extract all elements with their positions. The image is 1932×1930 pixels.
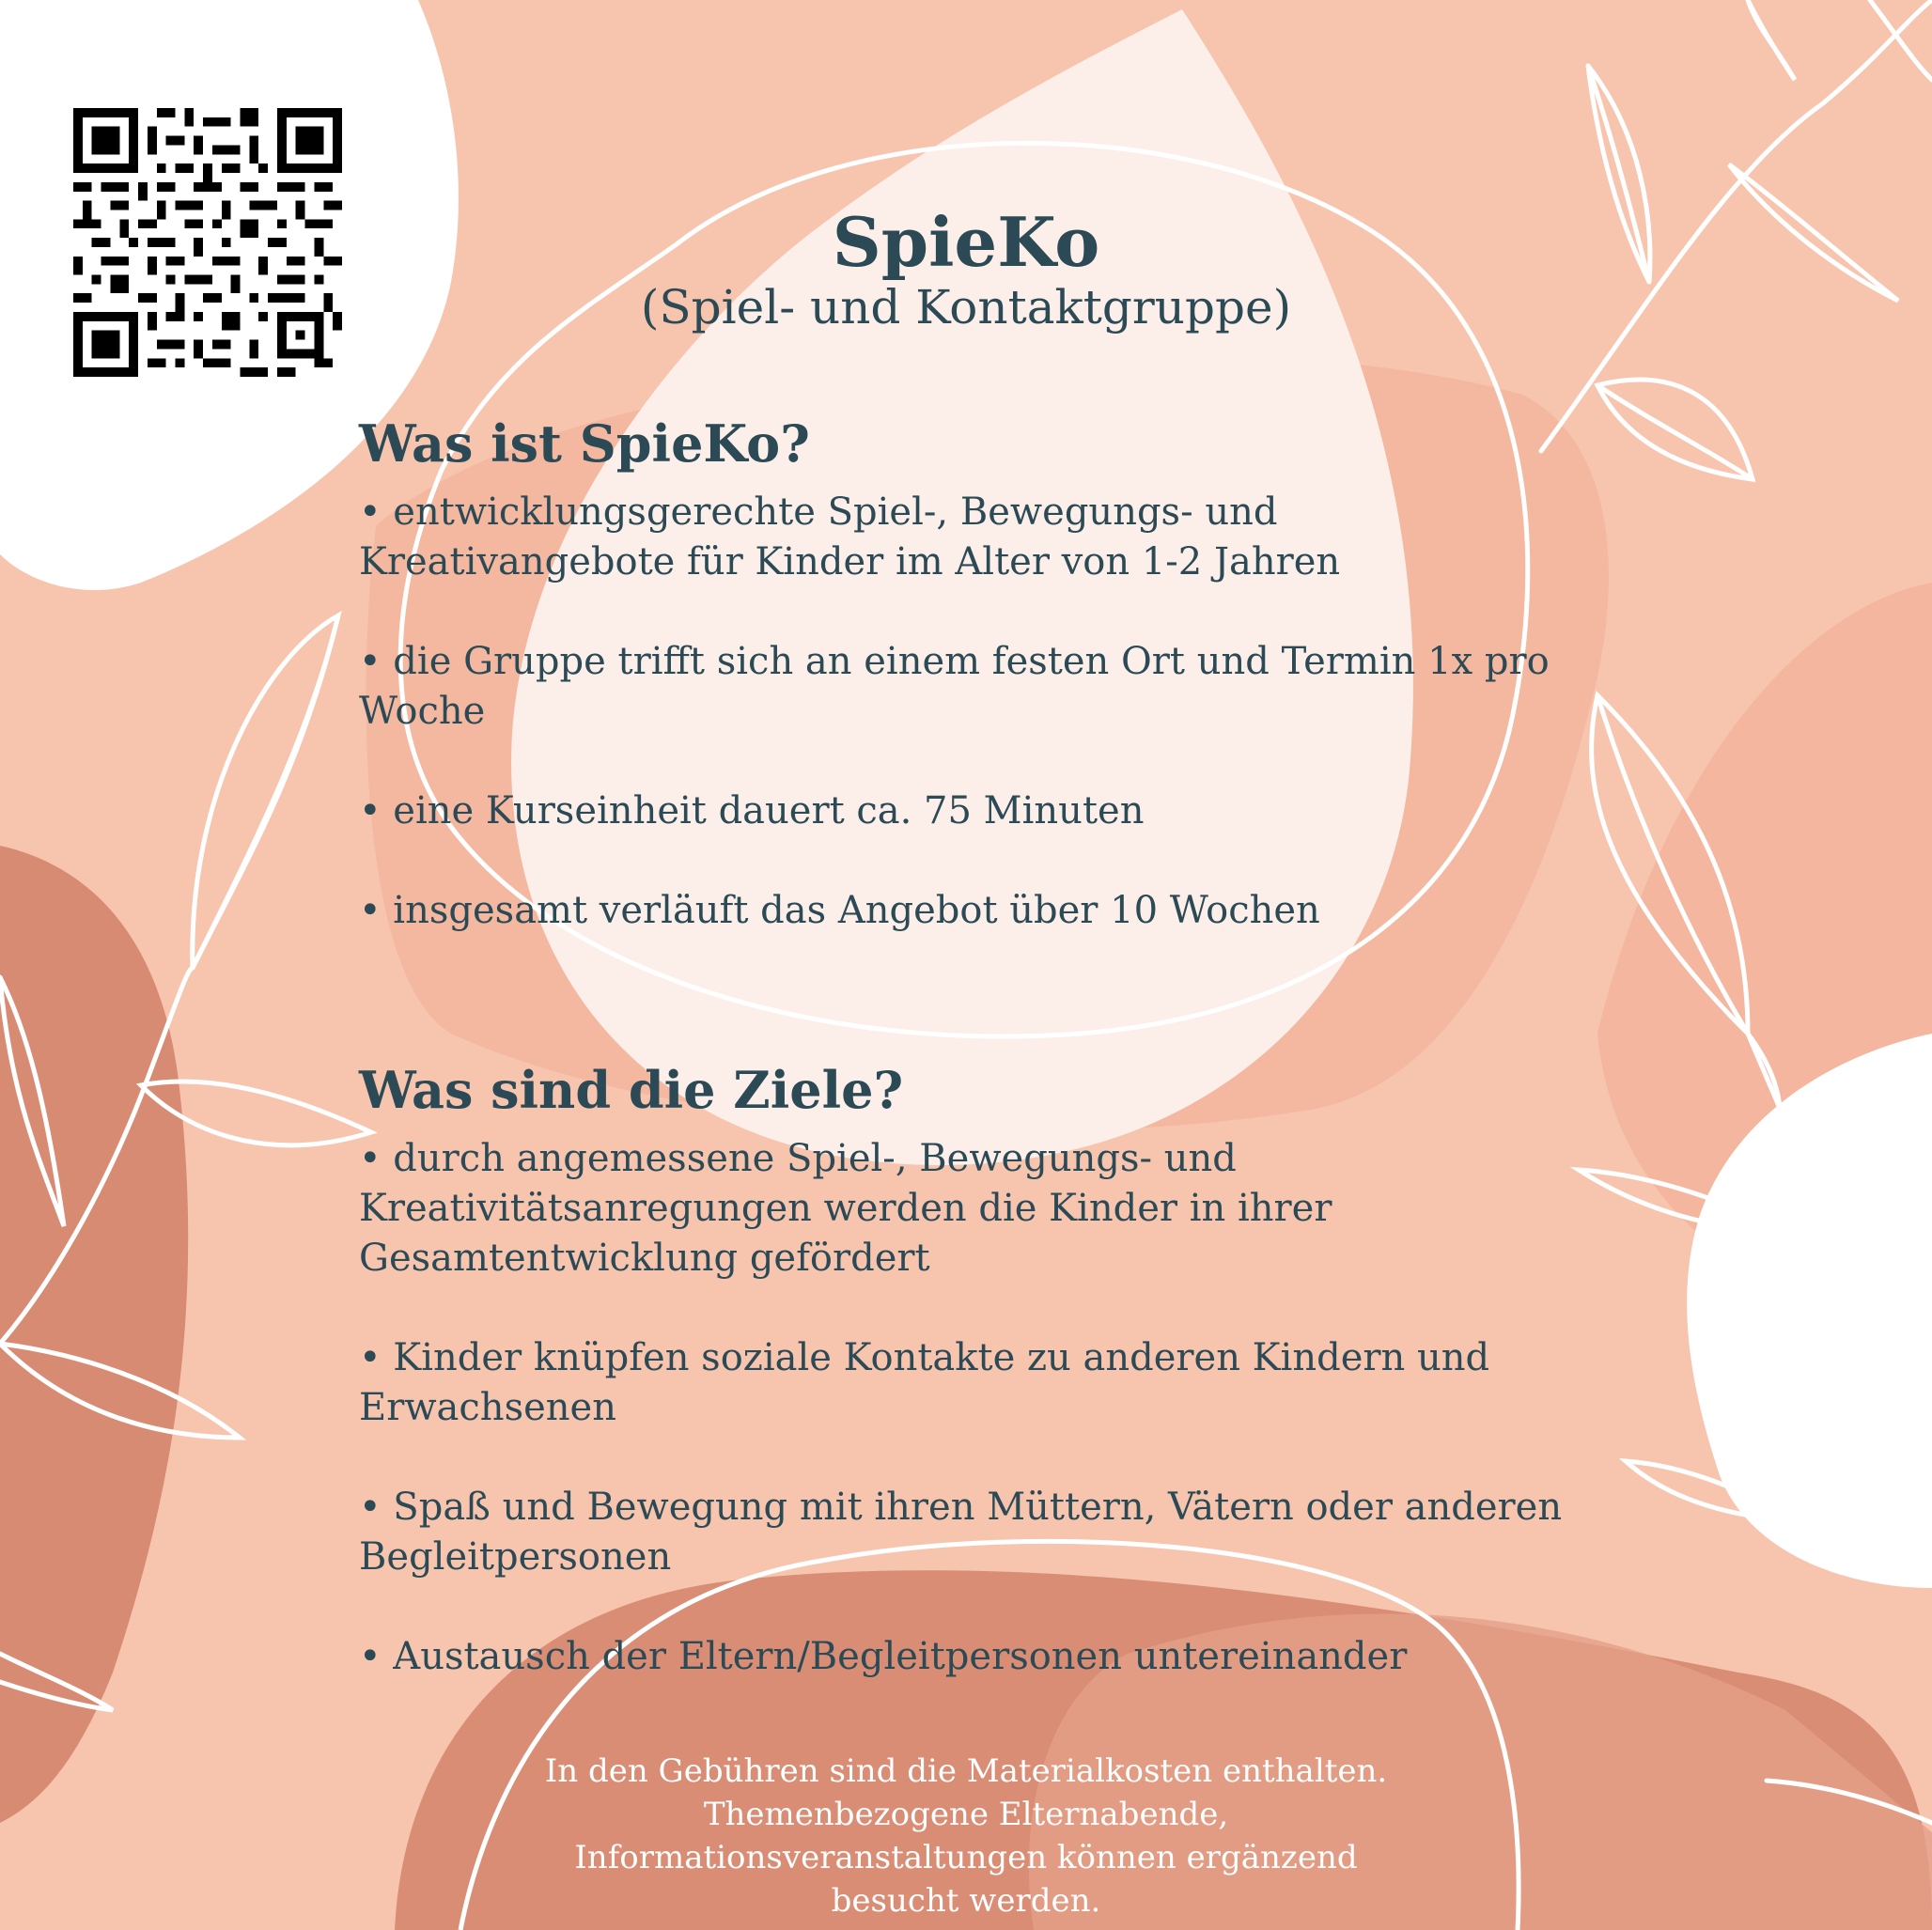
footer-line: Themenbezogene Elternabende, (703, 1796, 1229, 1833)
footer-note (496, 1750, 1436, 1922)
list-item: • durch angemessene Spiel-, Bewegungs- und Kreativitätsanregungen werden die Kinder in ihrer Gesamtentwicklung gefördert (359, 1136, 1332, 1280)
list-item: • die Gruppe trifft sich an einem festen Ort und Termin 1x pro Woche (359, 639, 1550, 733)
footer-line: In den Gebühren sind die Materialkosten enthalten. (544, 1752, 1388, 1790)
section-goals (359, 1060, 1599, 1732)
section-heading: Was ist SpieKo? (359, 413, 810, 474)
list-item: • Austausch der Eltern/Begleitpersonen untereinander (359, 1634, 1408, 1678)
list-item: • eine Kurseinheit dauert ca. 75 Minuten (359, 788, 1145, 833)
list-item: • Spaß und Bewegung mit ihren Müttern, Vätern oder anderen Begleitpersonen (359, 1485, 1563, 1579)
list-item: • Kinder knüpfen soziale Kontakte zu anderen Kindern und Erwachsenen (359, 1335, 1490, 1429)
page-subtitle: (Spiel- und Kontaktgruppe) (640, 280, 1292, 335)
page-title: SpieKo (832, 202, 1100, 282)
list-item: • insgesamt verläuft das Angebot über 10 Wochen (359, 888, 1320, 932)
footer-line: Informationsveranstaltungen können ergänzend (574, 1839, 1358, 1876)
section-what-is (359, 413, 1599, 986)
section-heading: Was sind die Ziele? (359, 1060, 904, 1120)
list-item: • entwicklungsgerechte Spiel-, Bewegungs- und Kreativangebote für Kinder im Alter von 1-2 Jahren (359, 490, 1341, 584)
footer-line: besucht werden. (831, 1882, 1101, 1920)
